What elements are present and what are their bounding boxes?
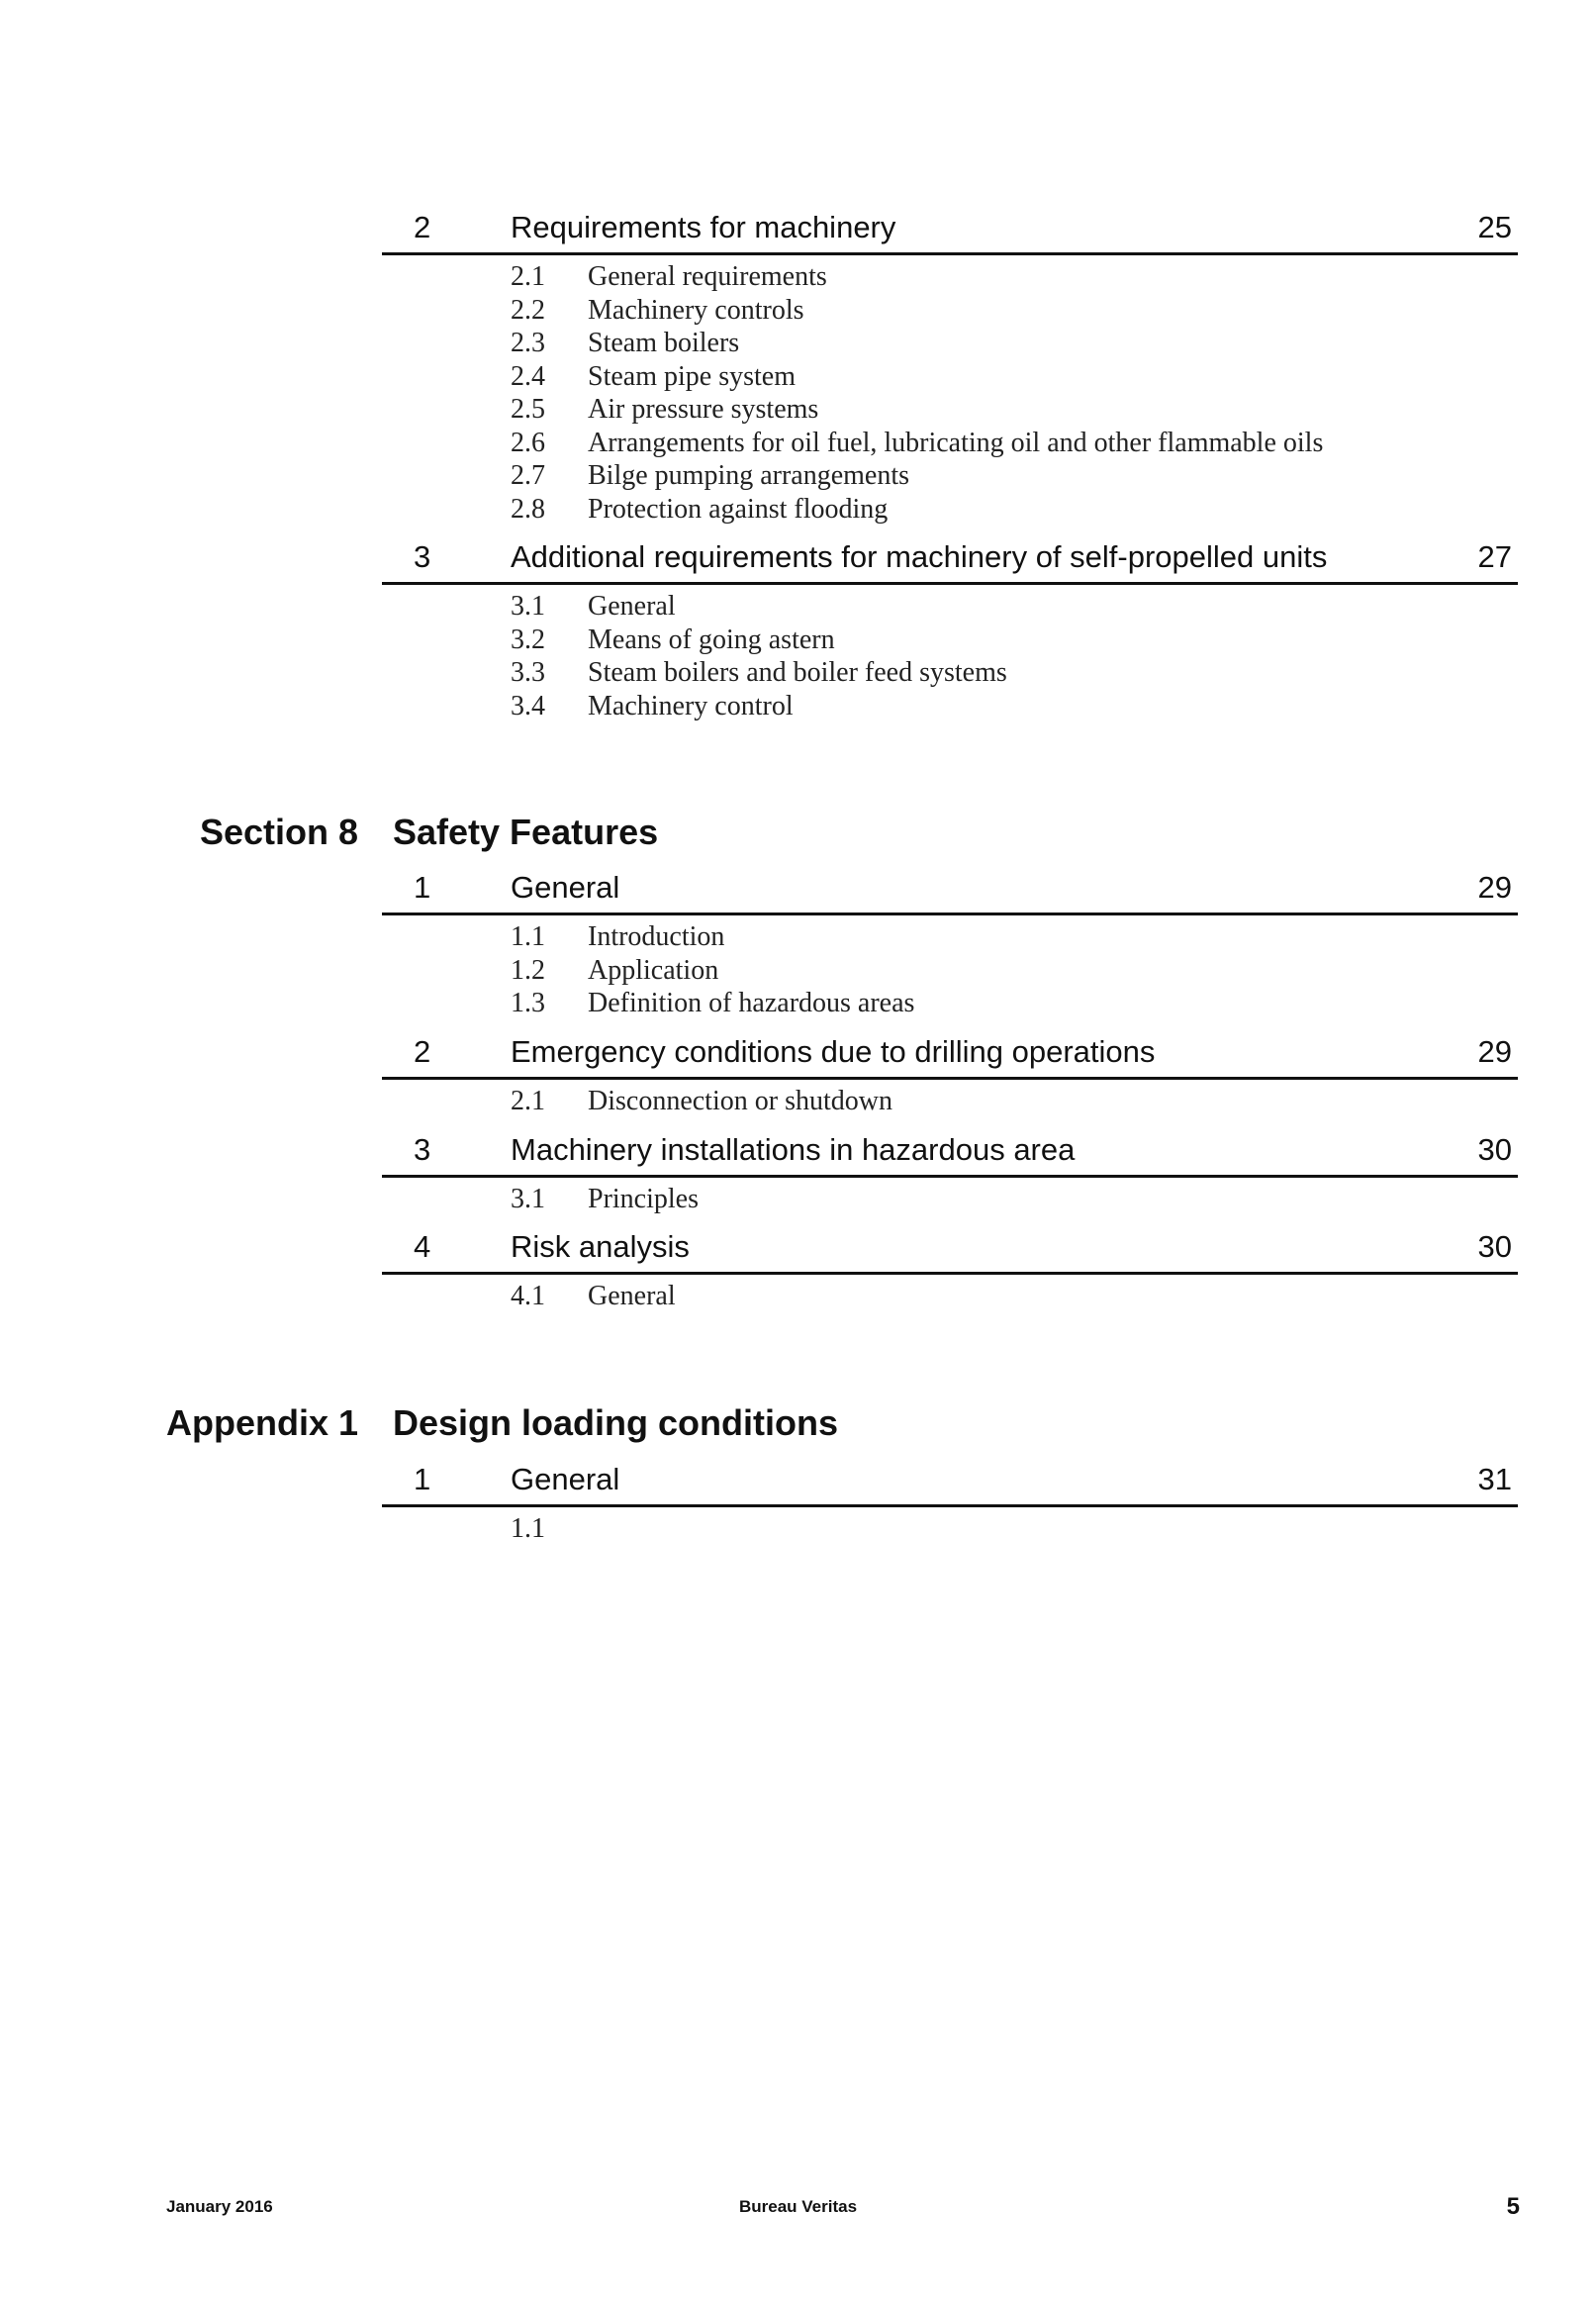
subitem-list: [382, 590, 1518, 722]
subitem-title: Steam boilers: [588, 328, 740, 358]
toc-subitem[interactable]: [382, 327, 1518, 360]
subitem-number: 1.2: [511, 954, 545, 986]
article-number: 2: [414, 1034, 431, 1069]
section-label: Section 8: [199, 812, 358, 852]
subitem-number: 2.5: [511, 394, 545, 425]
toc-subitem[interactable]: [382, 360, 1518, 394]
toc-subitem[interactable]: [382, 690, 1518, 723]
toc-subitem[interactable]: [382, 1183, 1518, 1216]
section-heading: [0, 1393, 1596, 1453]
subitem-number: 2.4: [511, 360, 545, 392]
subitem-number: 1.1: [511, 921, 545, 952]
toc-subitem[interactable]: [382, 427, 1518, 460]
toc-subitem[interactable]: [382, 493, 1518, 527]
toc-article[interactable]: [382, 203, 1518, 255]
toc-article[interactable]: [382, 1455, 1518, 1507]
section-title[interactable]: Design loading conditions: [393, 1402, 838, 1443]
subitem-list: [382, 1512, 1518, 1546]
subitem-number: 1.1: [511, 1513, 545, 1544]
article-title: Requirements for machinery: [511, 210, 896, 244]
subitem-list: [382, 1280, 1518, 1313]
article-number: 2: [414, 210, 431, 244]
toc-subitem[interactable]: [382, 624, 1518, 657]
subitem-number: 2.7: [511, 460, 545, 491]
article-title: Risk analysis: [511, 1229, 690, 1264]
article-number: 3: [414, 1132, 431, 1167]
subitem-title: Disconnection or shutdown: [588, 1086, 892, 1116]
toc-subitem[interactable]: [382, 656, 1518, 690]
subitem-list: [382, 1183, 1518, 1216]
section-heading: [0, 803, 1596, 862]
article-number: 4: [414, 1229, 431, 1264]
article-page: 30: [1477, 1229, 1512, 1264]
toc-subitem[interactable]: [382, 1280, 1518, 1313]
section-title[interactable]: Safety Features: [393, 812, 659, 852]
article-page: 27: [1477, 539, 1512, 574]
subitem-number: 3.1: [511, 1184, 545, 1214]
toc-article[interactable]: [382, 1222, 1518, 1275]
subitem-title: General requirements: [588, 261, 827, 292]
subitem-title: Steam pipe system: [588, 360, 796, 392]
toc-article[interactable]: [382, 1027, 1518, 1080]
subitem-title: Air pressure systems: [588, 394, 819, 425]
subitem-number: 2.2: [511, 294, 545, 326]
subitem-title: Protection against flooding: [588, 493, 889, 525]
toc-subitem[interactable]: [382, 393, 1518, 427]
article-number: 1: [414, 870, 431, 905]
toc-subitem[interactable]: [382, 459, 1518, 493]
subitem-number: 1.3: [511, 988, 545, 1018]
subitem-list: [382, 1085, 1518, 1118]
section-label: Appendix 1: [165, 1402, 358, 1443]
article-page: 31: [1477, 1462, 1512, 1496]
subitem-title: Principles: [588, 1184, 699, 1214]
article-title: Emergency conditions due to drilling operations: [511, 1034, 1156, 1069]
subitem-number: 2.1: [511, 261, 545, 292]
toc-article[interactable]: [382, 532, 1518, 585]
article-title: General: [511, 1462, 620, 1496]
subitem-list: [382, 920, 1518, 1020]
subitem-title: Means of going astern: [588, 624, 835, 655]
toc-subitem[interactable]: [382, 260, 1518, 294]
toc-subitem[interactable]: [382, 987, 1518, 1020]
subitem-number: 3.3: [511, 657, 545, 688]
toc-subitem[interactable]: [382, 920, 1518, 954]
subitem-title: Introduction: [588, 921, 725, 952]
article-page: 25: [1477, 210, 1512, 244]
toc-subitem[interactable]: [382, 1512, 1518, 1546]
subitem-title: Machinery control: [588, 690, 794, 721]
subitem-title: Bilge pumping arrangements: [588, 460, 910, 491]
toc-article[interactable]: [382, 863, 1518, 915]
footer-page-number: 5: [1506, 2193, 1520, 2220]
subitem-title: Definition of hazardous areas: [588, 988, 915, 1018]
article-title: Machinery installations in hazardous area: [511, 1132, 1076, 1167]
subitem-number: 2.6: [511, 427, 545, 458]
article-title: Additional requirements for machinery of self-propelled units: [511, 539, 1328, 574]
subitem-title: Application: [588, 954, 719, 986]
subitem-number: 2.1: [511, 1086, 545, 1116]
footer-date: January 2016: [166, 2197, 273, 2216]
article-page: 29: [1477, 1034, 1512, 1069]
subitem-number: 2.3: [511, 328, 545, 358]
subitem-number: 4.1: [511, 1281, 545, 1311]
subitem-number: 3.2: [511, 624, 545, 655]
subitem-number: 3.1: [511, 591, 545, 622]
article-number: 1: [414, 1462, 431, 1496]
article-page: 30: [1477, 1132, 1512, 1167]
article-title: General: [511, 870, 620, 905]
subitem-title: Arrangements for oil fuel, lubricating oil and other flammable oils: [588, 427, 1324, 458]
toc-article[interactable]: [382, 1125, 1518, 1178]
subitem-number: 3.4: [511, 690, 545, 721]
footer-publisher: Bureau Veritas: [738, 2197, 858, 2216]
subitem-number: 2.8: [511, 493, 545, 525]
article-number: 3: [414, 539, 431, 574]
toc-subitem[interactable]: [382, 590, 1518, 624]
subitem-title: General: [588, 1281, 676, 1311]
article-page: 29: [1477, 870, 1512, 905]
subitem-title: General: [588, 591, 676, 622]
toc-subitem[interactable]: [382, 1085, 1518, 1118]
toc-subitem[interactable]: [382, 954, 1518, 988]
subitem-title: Machinery controls: [588, 294, 804, 326]
subitem-title: Steam boilers and boiler feed systems: [588, 657, 1007, 688]
toc-subitem[interactable]: [382, 294, 1518, 328]
subitem-list: [382, 260, 1518, 526]
